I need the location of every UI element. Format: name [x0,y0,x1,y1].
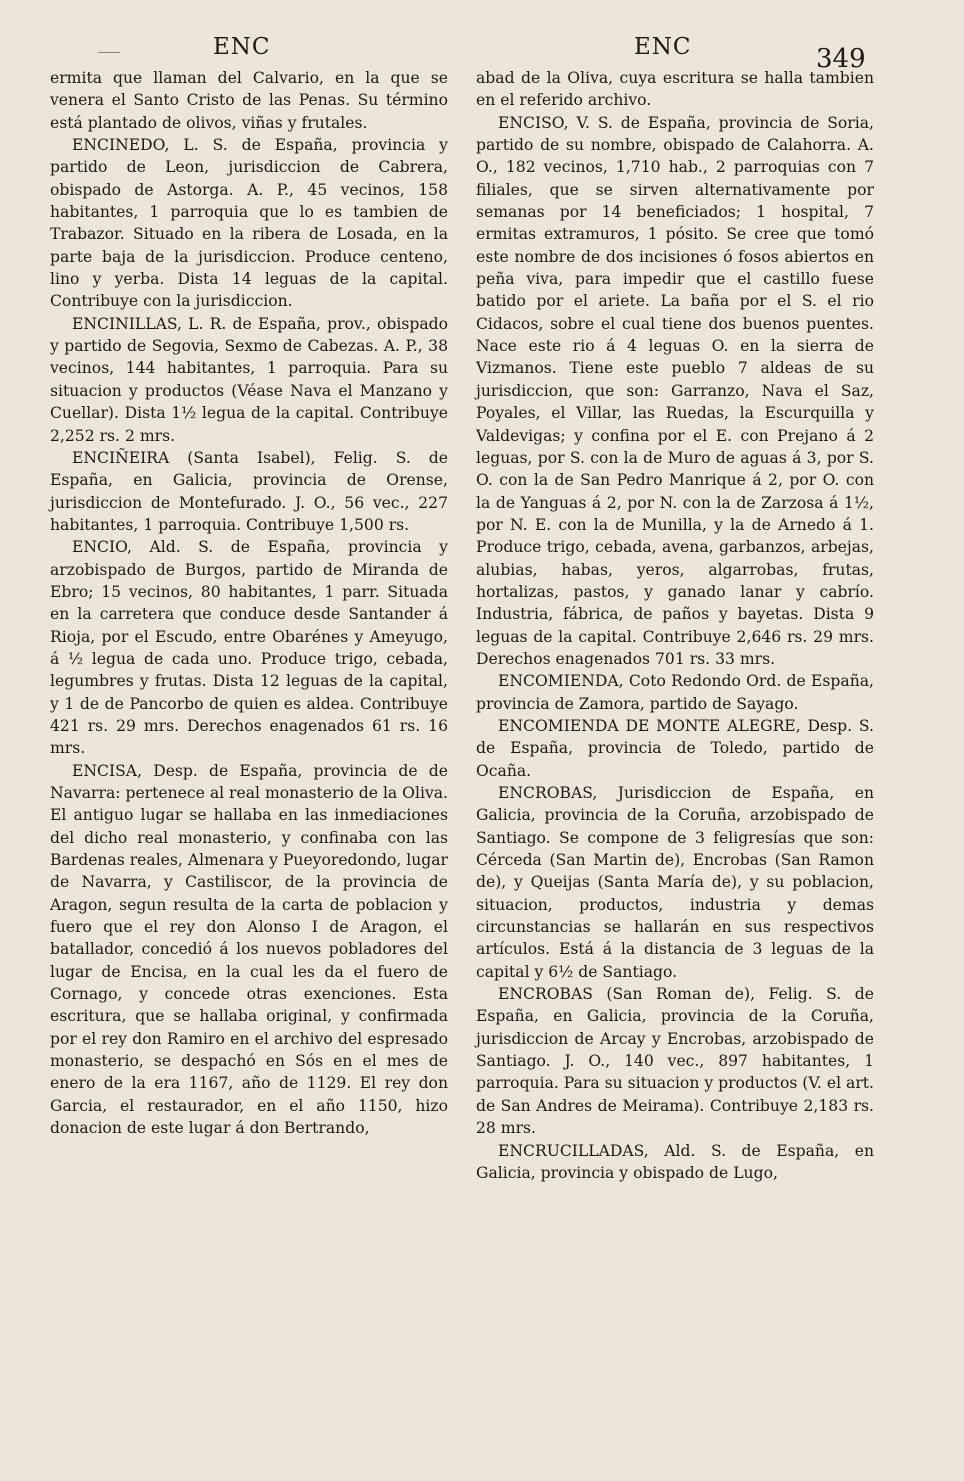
entry-text: ENCISO, V. S. de España, provincia de Soria, partido de su nombre, obispado de Calahorra. A. O., 182 vecinos, 1,710 hab., 2 parroquias con 7 filiales, que se sirven alternativamente por semanas por 14 beneficiados; 1 hospital, 7 ermitas extramuros, 1 pósito. Se cree que tomó este nombre de dos incisiones ó fosos abiertos en peña viva, para impedir que el castillo fuese batido por el ariete. La baña por el S. el rio Cidacos, sobre el cual tiene dos buenos puentes. Nace este rio á 4 leguas O. en la sierra de Vizmanos. Tiene este pueblo 7 aldeas de su jurisdiccion, que son: Garranzo, Nava el Saz, Poyales, el Villar, las Ruedas, la Escurquilla y Valdevigas; y confina por el E. con Prejano á 2 leguas, por S. con la de Muro de aguas á 3, por S. O. con la de San Pedro Manrique á 2, por O. con la de Yanguas á 2, por N. con la de Zarzosa á 1½, por N. E. con la de Munilla, y la de Arnedo á 1. Produce trigo, cebada, avena, garbanzos, arbejas, alubias, habas, yeros, algarrobas, frutas, hortalizas, pastos, y ganado lanar y cabrío. Industria, fábrica, de paños y bayetas. Dista 9 leguas de la capital. Contribuye 2,646 rs. 29 mrs. Derechos enagenados 701 rs. 33 mrs. [476,113,874,668]
running-header-right: ENC [634,34,692,60]
entry-text: ENCOMIENDA, Coto Redondo Ord. de España, provincia de Zamora, partido de Sayago. [476,672,874,713]
entry-text: abad de la Oliva, cuya escritura se halla tambien en el referido archivo. [476,69,874,110]
right-column [476,67,874,1184]
running-header-left: ENC [213,34,271,60]
header-rule [98,52,120,53]
entry-text: ENCINILLAS, L. R. de España, prov., obispado y partido de Segovia, Sexmo de Cabezas. A. P., 38 vecinos, 144 habitantes, 1 parroquia. Para su situacion y productos (Véase Nava el Manzano y Cuellar). Dista 1½ legua de la capital. Contribuye 2,252 rs. 2 mrs. [50,314,448,445]
left-column [50,67,448,1140]
entry-text: ermita que llaman del Calvario, en la que se venera el Santo Cristo de las Penas. Su término está plantado de olivos, viñas y frutales. [50,69,448,132]
page-number: 349 [816,44,866,74]
entry-text: ENCOMIENDA DE MONTE ALEGRE, Desp. S. de España, provincia de Toledo, partido de Ocaña. [476,716,874,780]
entry-text: ENCINEDO, L. S. de España, provincia y partido de Leon, jurisdiccion de Cabrera, obispado de Astorga. A. P., 45 vecinos, 158 habitantes, 1 parroquia que lo es tambien de Trabazor. Situado en la ribera de Losada, en la parte baja de la jurisdiccion. Produce centeno, lino y yerba. Dista 14 leguas de la capital. Contribuye con la jurisdiccion. [50,136,448,311]
entry-text: ENCIO, Ald. S. de España, provincia y arzobispado de Burgos, partido de Miranda de Ebro; 15 vecinos, 80 habitantes, 1 parr. Situada en la carretera que conduce desde Santander á Rioja, por el Escudo, entre Obarénes y Ameyugo, á ½ legua de cada uno. Produce trigo, cebada, legumbres y frutas. Dista 12 leguas de la capital, y 1 de de Pancorbo de quien es aldea. Contribuye 421 rs. 29 mrs. Derechos enagenados 61 rs. 16 mrs. [50,538,448,758]
entry-text: ENCIÑEIRA (Santa Isabel), Felig. S. de España, en Galicia, provincia de Orense, jurisdiccion de Montefurado. J. O., 56 vec., 227 habitantes, 1 parroquia. Contribuye 1,500 rs. [50,448,448,534]
entry-text: ENCROBAS, Jurisdiccion de España, en Galicia, provincia de la Coruña, arzobispado de Santiago. Se compone de 3 feligresías que son: Cérceda (San Martin de), Encrobas (San Ramon de), y Queijas (Santa María de), y su poblacion, situacion, productos, industria y demas circunstancias se hallarán en sus respectivos artículos. Está á la distancia de 3 leguas de la capital y 6½ de Santiago. [476,784,874,981]
entry-text: ENCISA, Desp. de España, provincia de de Navarra: pertenece al real monasterio de la Oliva. El antiguo lugar se hallaba en las inmediaciones del dicho real monasterio, y confinaba con las Bardenas reales, Almenara y Pueyoredondo, lugar de Navarra, y Castiliscor, de la provincia de Aragon, segun resulta de la carta de poblacion y fuero que el rey don Alonso I de Aragon, el batallador, concedió á los nuevos pobladores del lugar de Encisa, en la cual les da el fuero de Cornago, y concede otras exenciones. Esta escritura, que se hallaba original, y confirmada por el rey don Ramiro en el archivo del espresado monasterio, se despachó en Sós en el mes de enero de la era 1167, año de 1129. El rey don Garcia, el restaurador, en el año 1150, hizo donacion de este lugar á don Bertrando, [50,761,449,1138]
entry-text: ENCROBAS (San Roman de), Felig. S. de España, en Galicia, provincia de la Coruña, jurisdiccion de Arcay y Encrobas, arzobispado de Santiago. J. O., 140 vec., 897 habitantes, 1 parroquia. Para su situacion y productos (V. el art. de San Andres de Meirama). Contribuye 2,183 rs. 28 mrs. [476,985,874,1138]
entry-text: ENCRUCILLADAS, Ald. S. de España, en Galicia, provincia y obispado de Lugo, [476,1141,874,1182]
